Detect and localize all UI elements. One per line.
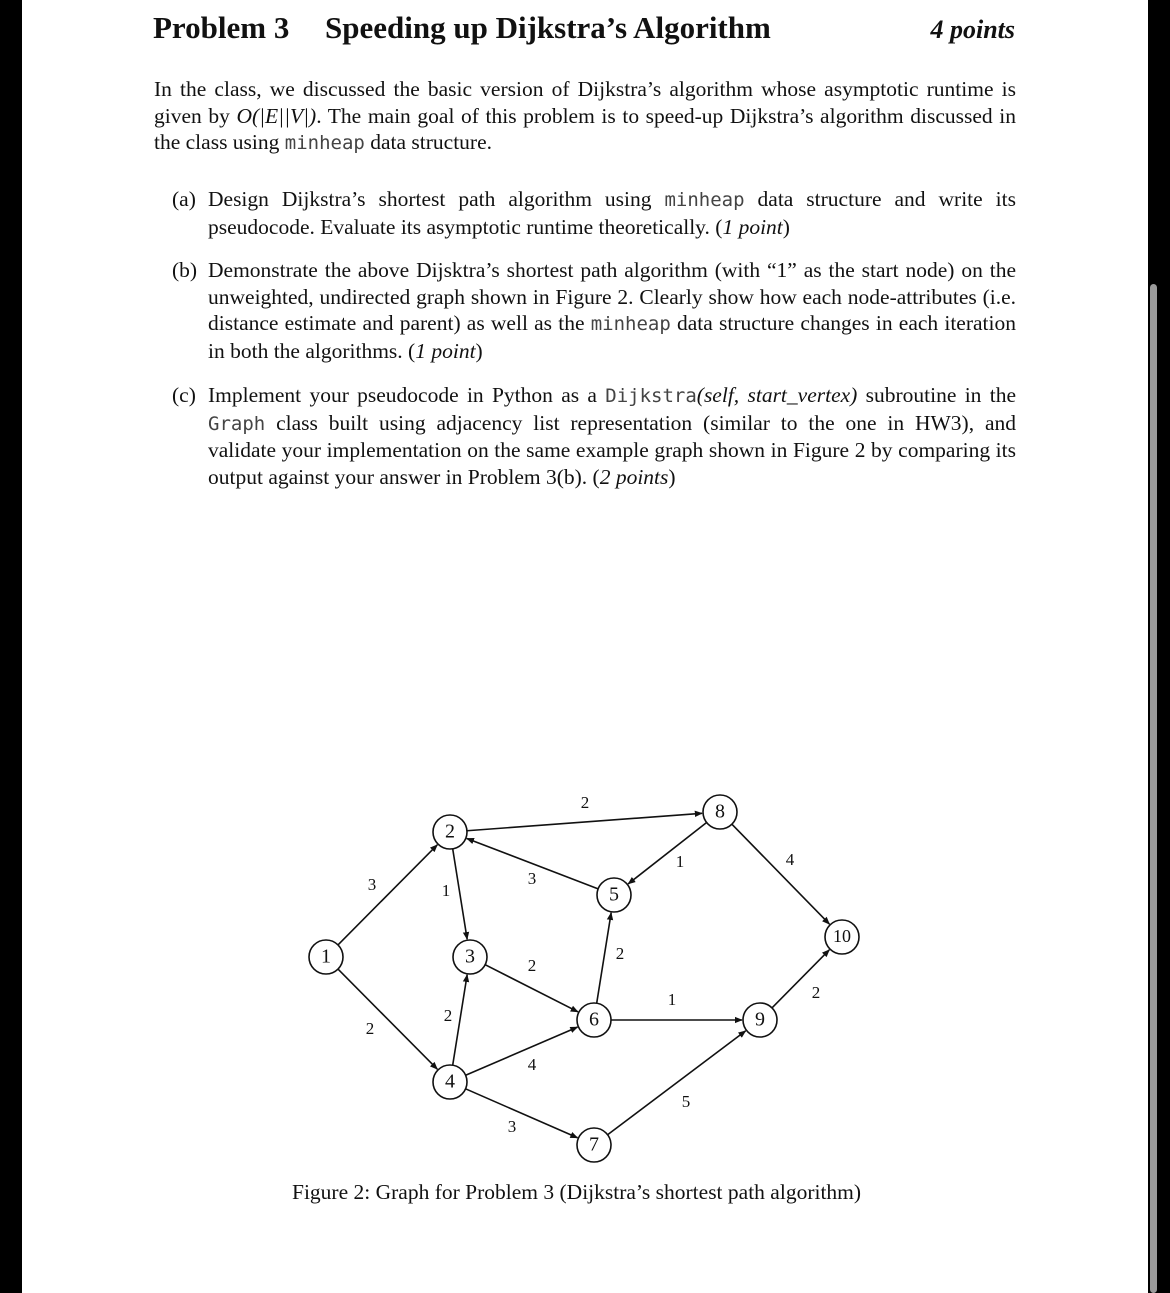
part-c-text-2: subroutine in the — [857, 383, 1016, 407]
problem-title: Speeding up Dijkstra’s Algorithm — [325, 10, 771, 45]
dijkstra-args: (self, start_vertex) — [696, 383, 858, 407]
edge-8-5 — [628, 822, 706, 883]
code-minheap: minheap — [284, 132, 365, 154]
part-c-label: (c) — [172, 383, 196, 407]
part-a-text-3: ) — [782, 214, 790, 239]
edge-weight-7-9: 5 — [681, 1091, 691, 1111]
node-label-1: 1 — [321, 945, 331, 968]
node-label-6: 6 — [589, 1008, 599, 1031]
part-c — [172, 382, 1016, 490]
graph-figure — [296, 790, 876, 1175]
edge-weight-1-2: 3 — [367, 874, 377, 894]
node-label-5: 5 — [609, 883, 619, 906]
part-b-text-1: Demonstrate the above Dijsktra’s shortest path algorithm (with “1” as the start node) on the unweighted, undirected graph shown in Figure 2. Clearly show how each node-attributes (i.e. distance estimate and parent) as well as the — [208, 258, 1016, 335]
part-c-text-1: Implement your pseudocode in Python as a — [208, 383, 606, 407]
edge-weight-4-7: 3 — [507, 1116, 517, 1136]
part-b-points: 1 point — [415, 338, 476, 363]
node-label-7: 7 — [589, 1133, 599, 1156]
part-a-text-2: data structure and write its pseudocode. Evaluate its asymptotic runtime theoretically. ( — [208, 187, 1016, 239]
edge-6-5 — [597, 913, 611, 1003]
part-c-text — [208, 382, 1016, 490]
part-c-points: 2 points — [599, 464, 669, 489]
part-a — [172, 186, 1016, 240]
edge-2-8 — [467, 813, 702, 830]
edge-4-6 — [466, 1027, 578, 1075]
intro-text-3: data structure. — [364, 130, 493, 154]
part-b-text-2: data structure changes in each iteration in both the algorithms. ( — [208, 311, 1016, 363]
node-label-4: 4 — [445, 1070, 455, 1093]
edge-weight-6-5: 2 — [615, 943, 625, 963]
node-label-9: 9 — [755, 1008, 765, 1031]
node-label-3: 3 — [465, 945, 475, 968]
edge-weight-6-9: 1 — [667, 989, 677, 1009]
node-label-10: 10 — [833, 926, 851, 947]
intro-paragraph — [154, 76, 1016, 157]
edge-9-10 — [772, 950, 829, 1008]
intro-text-2: . The main goal of this problem is to speed-up Dijkstra’s algorithm discussed in the class using — [154, 103, 1016, 154]
edge-weight-4-6: 4 — [527, 1054, 537, 1074]
code-minheap: minheap — [664, 189, 745, 211]
edge-4-7 — [466, 1089, 578, 1138]
edge-weight-2-8: 2 — [580, 792, 590, 812]
problem-points: 4 points — [930, 15, 1015, 44]
edge-weight-9-10: 2 — [811, 982, 821, 1002]
code-graph: Graph — [208, 412, 266, 435]
part-a-points: 1 point — [722, 214, 783, 239]
node-label-8: 8 — [715, 800, 725, 823]
edge-weight-3-6: 2 — [527, 955, 537, 975]
intro-text-1: In the class, we discussed the basic version of Dijkstra’s algorithm whose asymptotic runtime is given by — [154, 77, 1016, 128]
edge-weight-4-3: 2 — [443, 1005, 453, 1025]
edge-8-10 — [732, 824, 830, 924]
part-b-label: (b) — [172, 258, 198, 282]
scrollbar[interactable] — [1150, 284, 1157, 1293]
part-b-text — [208, 257, 1016, 364]
edge-1-2 — [338, 845, 437, 945]
code-minheap: minheap — [590, 313, 671, 335]
part-b — [172, 257, 1016, 364]
edge-2-3 — [453, 849, 467, 939]
edge-weight-1-4: 2 — [365, 1018, 375, 1038]
part-a-text-1: Design Dijkstra’s shortest path algorithm using — [208, 187, 665, 211]
edge-weight-8-5: 1 — [675, 851, 685, 871]
part-b-text-3: ) — [475, 338, 483, 363]
node-label-2: 2 — [445, 820, 455, 843]
edge-7-9 — [608, 1031, 746, 1135]
problem-label: Problem 3 — [153, 10, 290, 45]
edge-weight-2-3: 1 — [441, 880, 451, 900]
edge-weight-8-10: 4 — [785, 849, 795, 869]
part-a-label: (a) — [172, 187, 196, 211]
problem-heading — [153, 10, 1015, 50]
edge-4-3 — [453, 975, 467, 1065]
runtime-math: O(|E||V|) — [236, 103, 317, 128]
figure-caption: Figure 2: Graph for Problem 3 (Dijkstra’s shortest path algorithm) — [292, 1180, 862, 1204]
code-dijkstra: Dijkstra — [605, 385, 697, 407]
edge-weight-5-2: 3 — [527, 868, 537, 888]
part-a-text — [208, 186, 1016, 240]
part-c-text-3: class built using adjacency list representation (similar to the one in HW3), and validate your implementation on the same example graph shown in Figure 2 by comparing its output against your answer in Problem 3(b). ( — [208, 410, 1016, 489]
part-c-text-4: ) — [668, 464, 676, 489]
edge-1-4 — [338, 969, 437, 1069]
